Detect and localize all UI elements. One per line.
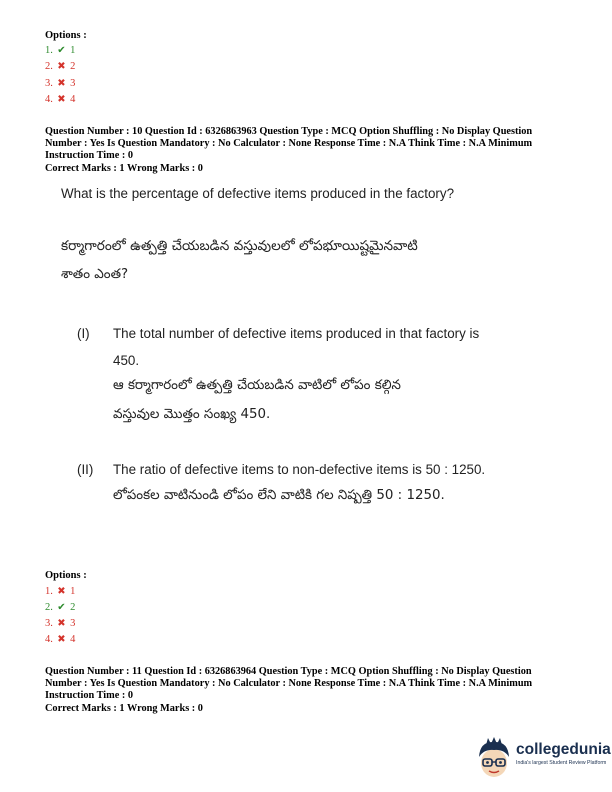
options-heading: Options : bbox=[45, 30, 87, 41]
statement-2-te: లోపంకల వాటినుండి లోపం లేని వాటికి గల నిష్పత్తి 50 : 1250. bbox=[113, 488, 445, 503]
option-3: 3. ✖ 3 bbox=[45, 78, 76, 89]
statement-2-en: The ratio of defective items to non-defective items is 50 : 1250. bbox=[113, 462, 486, 477]
statement-2-label: (II) bbox=[77, 462, 94, 477]
statement-1-te-2: వస్తువుల మొత్తం సంఖ్య 450. bbox=[113, 407, 271, 422]
marks-info: Correct Marks : 1 Wrong Marks : 0 bbox=[45, 702, 203, 714]
option-1: 1. ✖ 1 bbox=[45, 586, 76, 597]
cross-icon: ✖ bbox=[57, 78, 66, 89]
statement-1-en-2: 450. bbox=[113, 353, 140, 368]
marks-info: Correct Marks : 1 Wrong Marks : 0 bbox=[45, 162, 203, 174]
question-meta: Question Number : 11 Question Id : 6326863964 Question Type : MCQ Option Shuffling : No Display Question Number : Yes Is Question Mandatory : No Calculator : None Response Time : N.A Think Time : N.A Minimum Instruction Time : 0 Correct Marks : 1 Wrong Marks : 0 bbox=[45, 666, 575, 715]
check-icon: ✔ bbox=[57, 602, 66, 613]
question-meta: Question Number : 10 Question Id : 6326863963 Question Type : MCQ Option Shuffling : No Display Question Number : Yes Is Question Mandatory : No Calculator : None Response Time : N.A Think Time : N.A Minimum Instruction Time : 0 Correct Marks : 1 Wrong Marks : 0 bbox=[45, 126, 575, 175]
cross-icon: ✖ bbox=[57, 634, 66, 645]
statement-1-te-1: ఆ కర్మాగారంలో ఉత్పత్తి చేయబడిన వాటిలో లోపం కల్గిన bbox=[113, 378, 401, 393]
logo-wordmark: collegedunia bbox=[516, 741, 611, 758]
cross-icon: ✖ bbox=[57, 586, 66, 597]
option-1: 1. ✔ 1 bbox=[45, 45, 76, 56]
check-icon: ✔ bbox=[57, 45, 66, 56]
option-2: 2. ✔ 2 bbox=[45, 602, 76, 613]
option-4: 4. ✖ 4 bbox=[45, 634, 76, 645]
mascot-logo-icon bbox=[474, 735, 514, 781]
question-text-te-1: కర్మాగారంలో ఉత్పత్తి చేయబడిన వస్తువులలో లోపభూయిష్టమైనవాటి bbox=[61, 238, 418, 254]
cross-icon: ✖ bbox=[57, 94, 66, 105]
cross-icon: ✖ bbox=[57, 618, 66, 629]
cross-icon: ✖ bbox=[57, 61, 66, 72]
question-text-te-2: శాతం ఎంత? bbox=[61, 267, 129, 282]
options-heading: Options : bbox=[45, 570, 87, 581]
question-text-en: What is the percentage of defective items produced in the factory? bbox=[61, 186, 455, 201]
option-4: 4. ✖ 4 bbox=[45, 94, 76, 105]
option-3: 3. ✖ 3 bbox=[45, 618, 76, 629]
logo-tagline: India's largest Student Review Platform bbox=[516, 760, 607, 766]
statement-1-label: (I) bbox=[77, 326, 90, 341]
statement-1-en-1: The total number of defective items produced in that factory is bbox=[113, 326, 480, 341]
option-2: 2. ✖ 2 bbox=[45, 61, 76, 72]
